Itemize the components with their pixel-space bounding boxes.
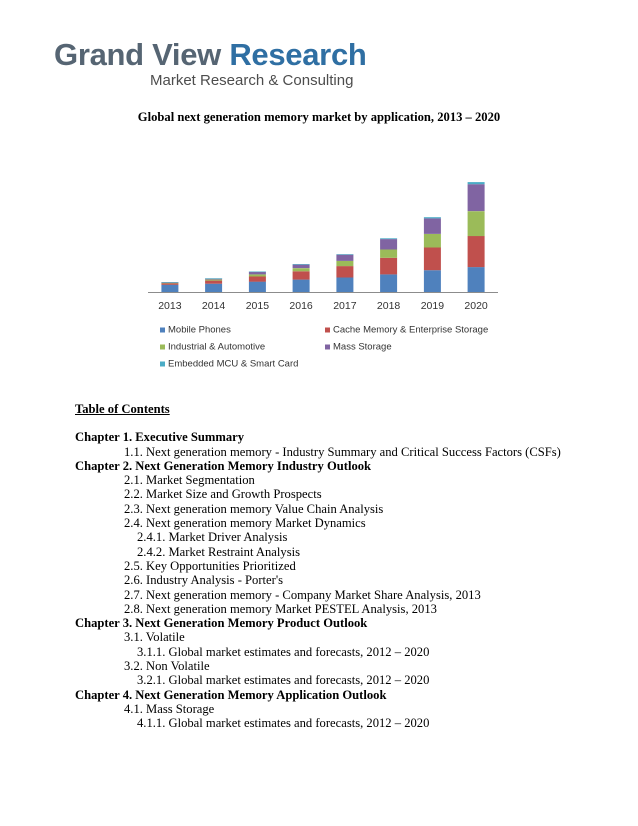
toc-entry: 2.4. Next generation memory Market Dynamics xyxy=(124,516,366,531)
toc-entry: 3.2.1. Global market estimates and forecasts, 2012 – 2020 xyxy=(137,673,430,688)
bar-segment xyxy=(468,211,485,236)
bar-segment xyxy=(380,274,397,292)
bar-segment xyxy=(161,282,178,283)
legend-label: Industrial & Automotive xyxy=(168,341,266,353)
toc-entry: 2.8. Next generation memory Market PESTEL Analysis, 2013 xyxy=(124,601,437,616)
bar-segment xyxy=(293,271,310,279)
bar-segment xyxy=(336,254,353,255)
bar-segment xyxy=(205,281,222,284)
bar-segment xyxy=(161,283,178,285)
x-tick-label: 2015 xyxy=(245,300,270,312)
bar-segment xyxy=(380,250,397,258)
legend-label: Mobile Phones xyxy=(168,324,231,336)
toc-heading: Table of Contents xyxy=(75,402,170,416)
bar-segment xyxy=(468,182,485,184)
bar-segment xyxy=(205,278,222,279)
company-logo xyxy=(54,38,367,89)
bar-segment xyxy=(424,218,441,234)
toc-entry: 1.1. Next generation memory - Industry Summary and Critical Success Factors (CSFs) xyxy=(124,444,561,459)
logo-tagline: Market Research & Consulting xyxy=(150,72,354,89)
bar-segment xyxy=(380,258,397,275)
legend-swatch xyxy=(160,345,165,350)
bar-segment xyxy=(424,217,441,218)
x-tick-label: 2014 xyxy=(201,300,226,312)
toc-chapter: Chapter 2. Next Generation Memory Industry Outlook xyxy=(75,458,372,473)
toc-entry: 2.4.1. Market Driver Analysis xyxy=(137,530,288,545)
bar-segment xyxy=(249,277,266,282)
bar-segment xyxy=(293,280,310,292)
bar-segment xyxy=(468,267,485,292)
toc-entry: 3.2. Non Volatile xyxy=(124,659,210,674)
x-tick-label: 2013 xyxy=(158,300,182,312)
logo-name-part1: Grand View xyxy=(54,37,221,72)
stacked-bar-chart xyxy=(140,172,520,382)
x-tick-label: 2017 xyxy=(333,300,357,312)
bar-segment xyxy=(205,284,222,292)
toc-entry: 2.6. Industry Analysis - Porter's xyxy=(124,573,283,588)
legend-label: Cache Memory & Enterprise Storage xyxy=(333,324,489,336)
bar-segment xyxy=(424,234,441,248)
legend-label: Mass Storage xyxy=(333,341,392,353)
bar-segment xyxy=(205,280,222,281)
bar-segment xyxy=(161,285,178,292)
bar-segment xyxy=(293,268,310,271)
toc-entry: 2.2. Market Size and Growth Prospects xyxy=(124,487,322,502)
legend-label: Embedded MCU & Smart Card xyxy=(168,358,299,370)
toc-entry: 2.7. Next generation memory - Company Market Share Analysis, 2013 xyxy=(124,587,481,602)
bar-segment xyxy=(249,272,266,273)
bar-segment xyxy=(249,282,266,292)
toc-chapter: Chapter 4. Next Generation Memory Application Outlook xyxy=(75,687,387,702)
legend-swatch xyxy=(160,362,165,367)
legend-swatch xyxy=(325,345,330,350)
bar-segment xyxy=(336,261,353,266)
logo-name-part2: Research xyxy=(229,37,367,72)
table-of-contents xyxy=(75,402,615,731)
bar-segment xyxy=(468,236,485,267)
toc-entry: 4.1.1. Global market estimates and forecasts, 2012 – 2020 xyxy=(137,716,430,731)
toc-entry: 3.1. Volatile xyxy=(124,630,185,645)
bar-segment xyxy=(293,265,310,269)
bar-segment xyxy=(424,270,441,292)
legend-swatch xyxy=(325,328,330,333)
toc-entry: 4.1. Mass Storage xyxy=(124,701,215,716)
x-tick-label: 2020 xyxy=(464,300,488,312)
bar-segment xyxy=(380,238,397,239)
x-tick-label: 2019 xyxy=(420,300,445,312)
x-tick-label: 2016 xyxy=(289,300,313,312)
bar-segment xyxy=(249,272,266,275)
bar-segment xyxy=(424,247,441,270)
legend-swatch xyxy=(160,328,165,333)
logo-title xyxy=(54,38,367,72)
toc-entry: 2.5. Key Opportunities Prioritized xyxy=(124,558,296,573)
bar-segment xyxy=(468,184,485,211)
bar-segment xyxy=(249,274,266,276)
toc-chapter: Chapter 3. Next Generation Memory Product Outlook xyxy=(75,616,368,631)
toc-entry: 2.4.2. Market Restraint Analysis xyxy=(137,544,300,559)
toc-chapter: Chapter 1. Executive Summary xyxy=(75,430,245,445)
bar-segment xyxy=(293,264,310,265)
toc-entry: 2.1. Market Segmentation xyxy=(124,473,255,488)
bar-segment xyxy=(336,255,353,261)
bar-segment xyxy=(336,278,353,293)
toc-entry: 3.1.1. Global market estimates and forecasts, 2012 – 2020 xyxy=(137,644,430,659)
chart-title: Global next generation memory market by application, 2013 – 2020 xyxy=(137,110,501,124)
toc-entry: 2.3. Next generation memory Value Chain Analysis xyxy=(124,501,384,516)
bar-segment xyxy=(380,239,397,249)
bar-segment xyxy=(336,266,353,277)
x-tick-label: 2018 xyxy=(376,300,401,312)
